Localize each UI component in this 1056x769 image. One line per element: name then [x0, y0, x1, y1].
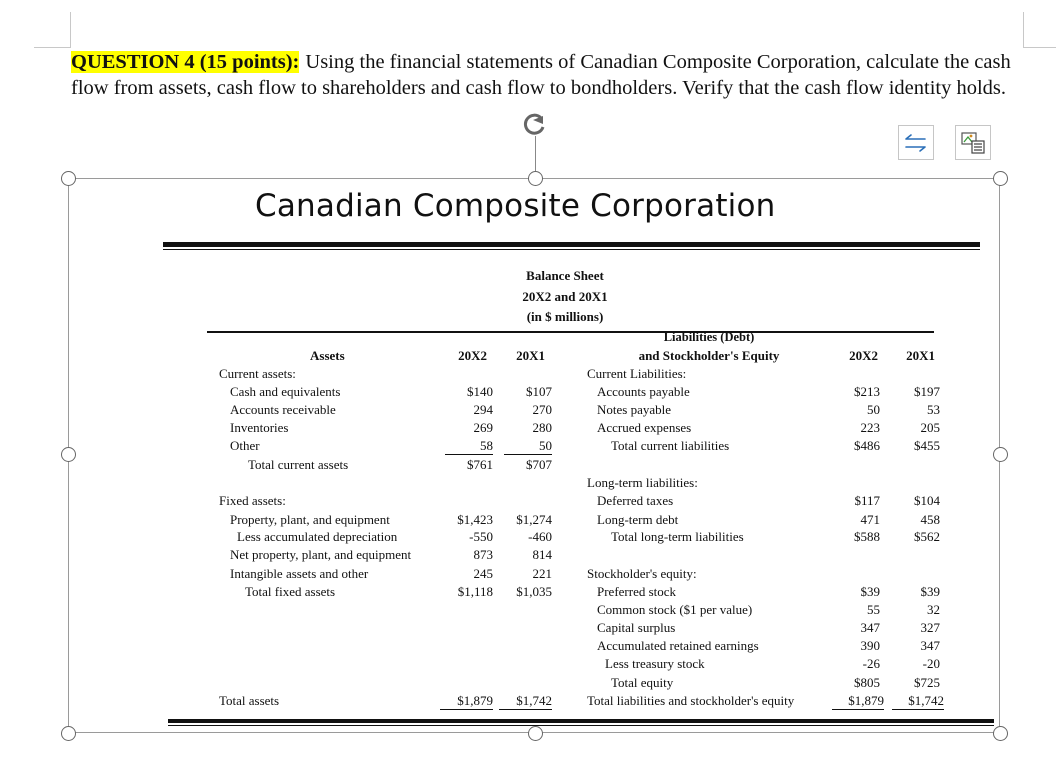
- margin-mark-top-left: [70, 12, 71, 48]
- total-current-liabilities-label: Total current liabilities: [611, 438, 730, 453]
- asset-row-20x2: 58: [445, 438, 493, 455]
- margin-mark-top-right: [1023, 12, 1024, 48]
- liabilities-col-20x1: 20X1: [906, 348, 935, 363]
- equity-row-20x2: 55: [867, 602, 880, 617]
- fixed-asset-row-20x2: 873: [473, 547, 493, 562]
- liability-row-20x2: $213: [854, 384, 880, 399]
- margin-mark-top-right: [1023, 47, 1056, 48]
- layout-options-button[interactable]: [898, 125, 934, 160]
- total-longterm-liabilities-20x2: $588: [854, 529, 880, 544]
- total-fixed-assets-20x2: $1,118: [457, 584, 493, 599]
- sheet-heading-2: 20X2 and 20X1: [522, 289, 608, 304]
- longterm-row-20x1: 458: [920, 512, 940, 527]
- assets-header: Assets: [310, 348, 345, 363]
- asset-row-20x2: 294: [473, 402, 493, 417]
- asset-row-label: Accounts receivable: [230, 402, 336, 417]
- resize-handle-left[interactable]: [61, 447, 76, 462]
- equity-row-20x1: -20: [922, 656, 940, 671]
- liability-row-20x1: 53: [927, 402, 940, 417]
- question-text: Using the financial statements of Canadian Composite Corporation, calculate the cash flow from assets, cash flow to shareholders and cash flow to bondholders. Verify that the cash flow identity holds.: [71, 51, 1011, 99]
- liabilities-col-20x2: 20X2: [849, 348, 878, 363]
- total-fixed-assets-20x1: $1,035: [516, 584, 552, 599]
- total-liabilities-equity-20x1: $1,742: [892, 693, 944, 710]
- fixed-asset-row-label: Intangible assets and other: [230, 566, 369, 581]
- sheet-heading-1: Balance Sheet: [526, 268, 604, 283]
- assets-col-20x1: 20X1: [516, 348, 545, 363]
- liabilities-header-2: and Stockholder's Equity: [638, 348, 780, 363]
- total-liabilities-equity-label: Total liabilities and stockholder's equity: [587, 693, 795, 708]
- resize-handle-bottom-right[interactable]: [993, 726, 1008, 741]
- rotate-handle-icon[interactable]: [519, 110, 551, 138]
- liability-row-20x1: 205: [920, 420, 940, 435]
- equity-row-label: Common stock ($1 per value): [597, 602, 753, 617]
- fixed-asset-row-label: Property, plant, and equipment: [230, 512, 390, 527]
- stockholders-equity-label: Stockholder's equity:: [587, 566, 697, 581]
- asset-row-label: Cash and equivalents: [230, 384, 341, 399]
- liabilities-header-1: Liabilities (Debt): [663, 330, 755, 344]
- liability-row-20x1: $197: [914, 384, 940, 399]
- bottom-rule-thin: [168, 725, 994, 726]
- resize-handle-bottom[interactable]: [528, 726, 543, 741]
- current-liabilities-label: Current Liabilities:: [587, 366, 687, 381]
- equity-row-20x1: 347: [920, 638, 940, 653]
- total-current-liabilities-20x1: $455: [914, 438, 940, 453]
- sheet-heading-3: (in $ millions): [526, 309, 604, 324]
- total-current-liabilities-20x2: $486: [854, 438, 880, 453]
- fixed-asset-row-20x2: $1,423: [457, 512, 493, 527]
- equity-row-20x2: $39: [860, 584, 880, 599]
- equity-row-label: Capital surplus: [597, 620, 676, 635]
- asset-row-20x2: 269: [473, 420, 493, 435]
- alt-text-icon: [959, 130, 987, 156]
- longterm-row-label: Long-term debt: [597, 512, 679, 527]
- total-assets-label: Total assets: [219, 693, 280, 708]
- total-equity-20x2: $805: [854, 675, 880, 690]
- title-rule: [163, 242, 980, 247]
- assets-col-20x2: 20X2: [458, 348, 487, 363]
- liability-row-label: Accounts payable: [597, 384, 690, 399]
- liability-row-20x2: 223: [860, 420, 880, 435]
- fixed-asset-row-20x1: 221: [532, 566, 552, 581]
- total-current-assets-20x2: $761: [467, 457, 493, 472]
- layout-options-icon: [903, 132, 929, 154]
- question-paragraph[interactable]: [71, 49, 1031, 101]
- longterm-row-20x2: 471: [860, 512, 880, 527]
- asset-row-20x1: $107: [526, 384, 552, 399]
- question-label: QUESTION 4 (15 points):: [71, 51, 300, 73]
- liability-row-label: Notes payable: [597, 402, 672, 417]
- bottom-rule: [168, 719, 994, 723]
- current-assets-label: Current assets:: [219, 366, 296, 381]
- fixed-asset-row-20x1: $1,274: [516, 512, 552, 527]
- total-longterm-liabilities-20x1: $562: [914, 529, 940, 544]
- fixed-asset-row-label: Net property, plant, and equipment: [230, 547, 412, 562]
- equity-row-label: Preferred stock: [597, 584, 677, 599]
- table-top-rule: [207, 331, 934, 333]
- longterm-row-label: Deferred taxes: [597, 493, 674, 508]
- total-assets-20x2: $1,879: [440, 693, 493, 710]
- liability-row-20x2: 50: [867, 402, 880, 417]
- fixed-asset-row-20x1: -460: [528, 529, 552, 544]
- total-equity-20x1: $725: [914, 675, 940, 690]
- total-liabilities-equity-20x2: $1,879: [832, 693, 884, 710]
- asset-row-20x2: $140: [467, 384, 493, 399]
- resize-handle-top[interactable]: [528, 171, 543, 186]
- total-longterm-liabilities-label: Total long-term liabilities: [611, 529, 744, 544]
- title-rule-thin: [163, 249, 980, 250]
- total-equity-label: Total equity: [611, 675, 674, 690]
- equity-row-20x1: $39: [920, 584, 940, 599]
- resize-handle-top-right[interactable]: [993, 171, 1008, 186]
- fixed-asset-row-label: Less accumulated depreciation: [237, 529, 398, 544]
- fixed-asset-row-20x2: -550: [469, 529, 493, 544]
- total-assets-20x1: $1,742: [499, 693, 552, 710]
- resize-handle-bottom-left[interactable]: [61, 726, 76, 741]
- equity-row-20x1: 32: [927, 602, 940, 617]
- longterm-liabilities-label: Long-term liabilities:: [587, 475, 698, 490]
- asset-row-label: Inventories: [230, 420, 289, 435]
- asset-row-label: Other: [230, 438, 260, 453]
- total-fixed-assets-label: Total fixed assets: [245, 584, 336, 599]
- equity-row-20x2: -26: [862, 656, 880, 671]
- equity-row-20x1: 327: [920, 620, 940, 635]
- equity-row-label: Accumulated retained earnings: [597, 638, 759, 653]
- fixed-asset-row-20x2: 245: [473, 566, 493, 581]
- fixed-asset-row-20x1: 814: [532, 547, 552, 562]
- resize-handle-top-left[interactable]: [61, 171, 76, 186]
- total-current-assets-label: Total current assets: [248, 457, 349, 472]
- total-current-assets-20x1: $707: [526, 457, 552, 472]
- longterm-row-20x2: $117: [854, 493, 880, 508]
- asset-row-20x1: 50: [504, 438, 552, 455]
- company-title: Canadian Composite Corporation: [255, 188, 776, 224]
- asset-row-20x1: 270: [532, 402, 552, 417]
- fixed-assets-label: Fixed assets:: [219, 493, 286, 508]
- equity-row-label: Less treasury stock: [605, 656, 705, 671]
- liability-row-label: Accrued expenses: [597, 420, 692, 435]
- equity-row-20x2: 347: [860, 620, 880, 635]
- alt-text-button[interactable]: [955, 125, 991, 160]
- resize-handle-right[interactable]: [993, 447, 1008, 462]
- margin-mark-top-left: [34, 47, 70, 48]
- longterm-row-20x1: $104: [914, 493, 940, 508]
- equity-row-20x2: 390: [860, 638, 880, 653]
- asset-row-20x1: 280: [532, 420, 552, 435]
